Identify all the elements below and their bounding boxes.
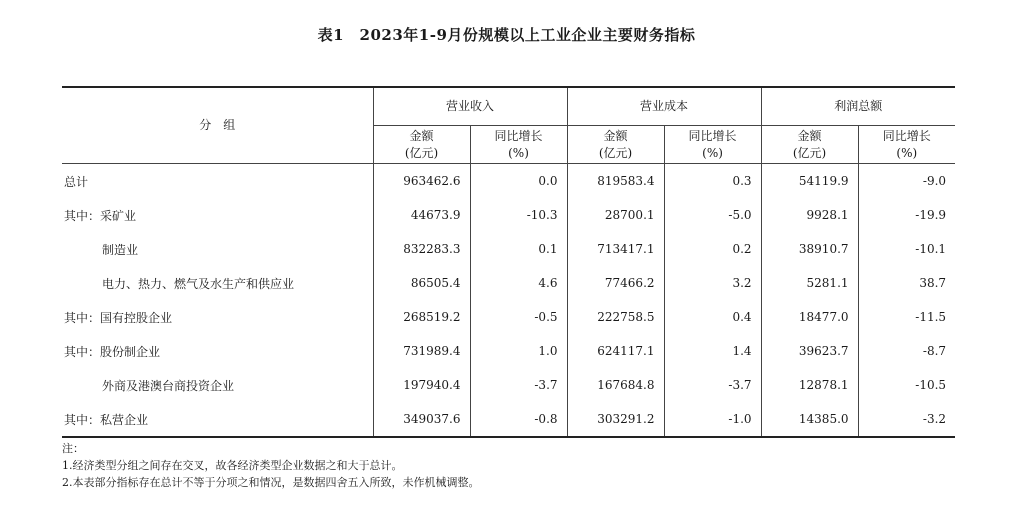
cost-cell: 28700.1	[567, 198, 664, 232]
profit-cell: 38910.7	[761, 232, 858, 266]
profit-yoy-cell: -8.7	[858, 334, 955, 368]
notes-heading: 注：	[62, 442, 84, 455]
cost-yoy-cell: 0.3	[664, 164, 761, 199]
row-label: 外商及港澳台商投资企业	[102, 378, 235, 393]
profit-amount-header: 金额 (亿元)	[761, 126, 858, 164]
row-label: 总计	[64, 174, 89, 189]
profit-yoy-cell: 38.7	[858, 266, 955, 300]
table-row	[62, 334, 955, 368]
profit-yoy-cell: -19.9	[858, 198, 955, 232]
table-row	[62, 266, 955, 300]
profit-yoy-cell: -10.5	[858, 368, 955, 402]
revenue-yoy-cell: -3.7	[470, 368, 567, 402]
profit-cell: 9928.1	[761, 198, 858, 232]
row-label: 制造业	[102, 242, 139, 257]
revenue-yoy-cell: 4.6	[470, 266, 567, 300]
revenue-yoy-cell: -0.5	[470, 300, 567, 334]
profit-yoy-header: 同比增长 (%)	[858, 126, 955, 164]
table-title: 表1 2023年1-9月份规模以上工业企业主要财务指标	[317, 26, 696, 44]
cost-yoy-cell: 1.4	[664, 334, 761, 368]
revenue-amount-header: 金额 (亿元)	[373, 126, 470, 164]
table-row	[62, 232, 955, 266]
revenue-yoy-header: 同比增长 (%)	[470, 126, 567, 164]
revenue-cell: 86505.4	[373, 266, 470, 300]
profit-yoy-cell: -9.0	[858, 164, 955, 199]
cost-yoy-cell: -3.7	[664, 368, 761, 402]
cost-cell: 222758.5	[567, 300, 664, 334]
cost-cell: 624117.1	[567, 334, 664, 368]
revenue-cell: 197940.4	[373, 368, 470, 402]
note-item: 1.经济类型分组之间存在交叉，故各经济类型企业数据之和大于总计。	[62, 459, 403, 472]
table-notes	[62, 440, 480, 491]
profit-cell: 12878.1	[761, 368, 858, 402]
profit-yoy-cell: -3.2	[858, 402, 955, 437]
cost-yoy-cell: 3.2	[664, 266, 761, 300]
revenue-cell: 268519.2	[373, 300, 470, 334]
revenue-cell: 731989.4	[373, 334, 470, 368]
row-label: 电力、热力、燃气及水生产和供应业	[102, 276, 295, 291]
profit-cell: 14385.0	[761, 402, 858, 437]
profit-yoy-cell: -10.1	[858, 232, 955, 266]
financial-indicators-table	[62, 86, 955, 438]
cost-yoy-header: 同比增长 (%)	[664, 126, 761, 164]
revenue-cell: 832283.3	[373, 232, 470, 266]
profit-header: 利润总额	[761, 87, 955, 126]
row-label: 其中：股份制企业	[64, 344, 161, 359]
table-row	[62, 164, 955, 199]
revenue-yoy-cell: -10.3	[470, 198, 567, 232]
profit-cell: 18477.0	[761, 300, 858, 334]
profit-cell: 54119.9	[761, 164, 858, 199]
cost-yoy-cell: 0.4	[664, 300, 761, 334]
profit-yoy-cell: -11.5	[858, 300, 955, 334]
note-item: 2.本表部分指标存在总计不等于分项之和情况，是数据四舍五入所致，未作机械调整。	[62, 476, 480, 489]
table-row	[62, 368, 955, 402]
cost-cell: 303291.2	[567, 402, 664, 437]
revenue-yoy-cell: 0.1	[470, 232, 567, 266]
row-label: 其中：私营企业	[62, 402, 373, 437]
revenue-cell: 44673.9	[373, 198, 470, 232]
table-row	[62, 300, 955, 334]
row-label: 其中：采矿业	[64, 208, 137, 223]
revenue-header: 营业收入	[373, 87, 567, 126]
cost-cell: 713417.1	[567, 232, 664, 266]
revenue-yoy-cell: 0.0	[470, 164, 567, 199]
revenue-yoy-cell: 1.0	[470, 334, 567, 368]
revenue-yoy-cell: -0.8	[470, 402, 567, 437]
group-header: 分 组	[62, 87, 373, 164]
profit-cell: 5281.1	[761, 266, 858, 300]
table-row	[62, 198, 955, 232]
cost-cell: 77466.2	[567, 266, 664, 300]
cost-cell: 819583.4	[567, 164, 664, 199]
profit-cell: 39623.7	[761, 334, 858, 368]
cost-yoy-cell: -1.0	[664, 402, 761, 437]
revenue-cell: 963462.6	[373, 164, 470, 199]
cost-amount-header: 金额 (亿元)	[567, 126, 664, 164]
cost-yoy-cell: 0.2	[664, 232, 761, 266]
table-row	[62, 402, 955, 437]
cost-header: 营业成本	[567, 87, 761, 126]
row-label: 其中：国有控股企业	[64, 310, 173, 325]
cost-yoy-cell: -5.0	[664, 198, 761, 232]
cost-cell: 167684.8	[567, 368, 664, 402]
revenue-cell: 349037.6	[373, 402, 470, 437]
